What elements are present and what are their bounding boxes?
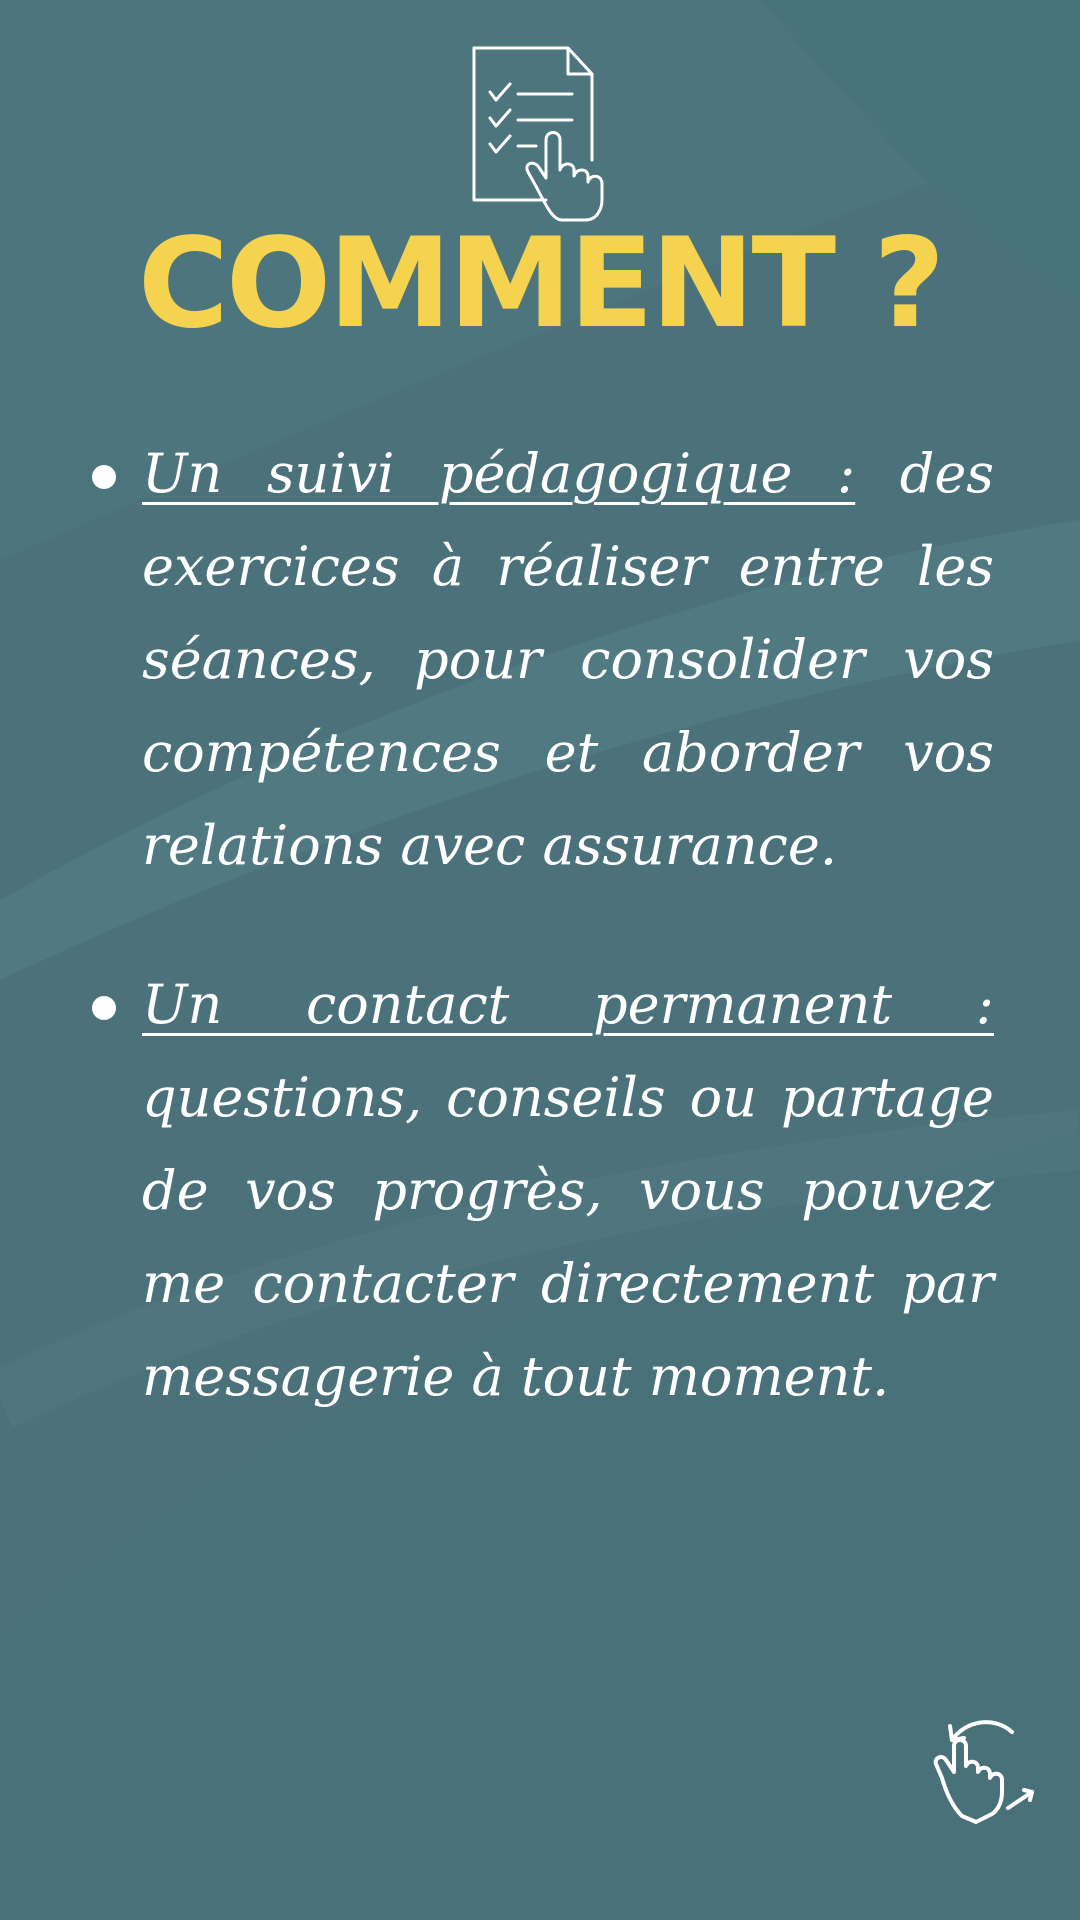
- item-text: questions, conseils ou partage de vos progrès, vous pouvez me contacter directement par messagerie à tout moment.: [142, 1066, 994, 1408]
- item-heading: Un contact permanent :: [142, 973, 994, 1036]
- checklist-document-hand-icon: [466, 44, 612, 224]
- item-text: des exercices à réaliser entre les séances, pour consolider vos compétences et aborder vos relations avec assurance.: [142, 442, 994, 877]
- bullet-dot: [92, 996, 116, 1020]
- list-item: [142, 427, 994, 892]
- item-heading: Un suivi pédagogique :: [142, 442, 856, 505]
- bullet-dot: [92, 465, 116, 489]
- list-item: [142, 958, 994, 1423]
- page-title: COMMENT ?: [137, 212, 943, 356]
- swipe-hand-icon[interactable]: [932, 1712, 1040, 1828]
